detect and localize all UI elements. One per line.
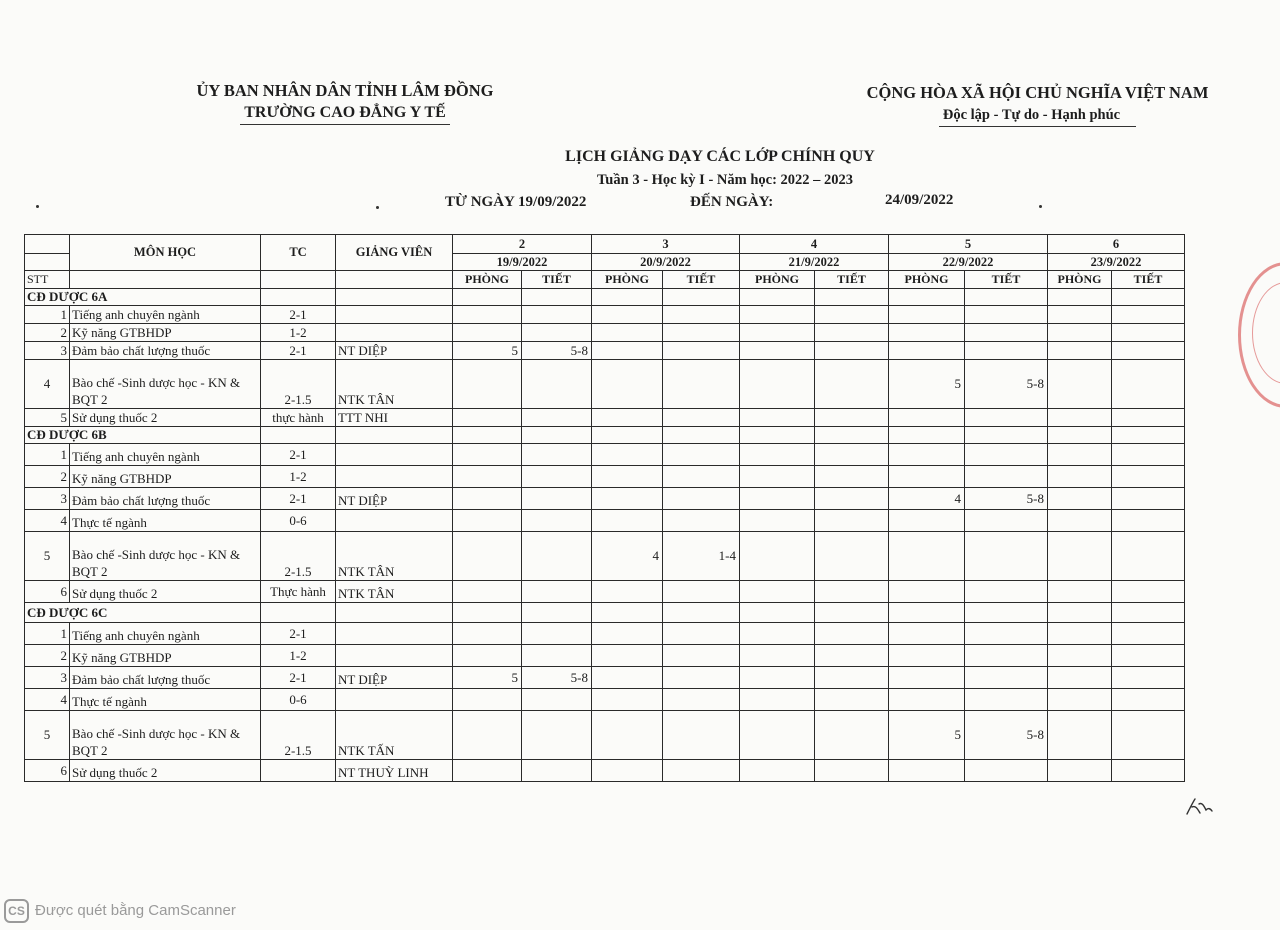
country-name: CỘNG HÒA XÃ HỘI CHỦ NGHĨA VIỆT NAM [866,83,1209,102]
course-name: Kỹ năng GTBHDP [70,645,261,667]
room-header: PHÒNG [740,271,815,289]
class-group-name: CĐ DƯỢC 6C [25,603,261,623]
class-group-row [25,603,1185,623]
national-motto-header [855,82,1220,127]
table-row: 6 Sử dụng thuốc 2 NT THUỲ LINH [25,760,1185,782]
room-value: 5 [453,667,522,689]
table-row: 1 Tiếng anh chuyên ngành 2-1 [25,306,1185,324]
table-row: 3 Đảm bảo chất lượng thuốc 2-1 NT DIỆP 5 5-8 [25,667,1185,689]
table-row: 3 Đảm bảo chất lượng thuốc 2-1 NT DIỆP 4 5-8 [25,488,1185,510]
lecturer-name: TTT NHI [336,409,453,427]
empty-header-cell [336,271,453,289]
day-number: 6 [1048,235,1185,254]
left-organization-header [150,80,540,125]
course-name: Sử dụng thuốc 2 [70,760,261,782]
room-header: PHÒNG [889,271,965,289]
stt-header: STT [25,271,70,289]
lecturer-name: NTK TẤN [336,711,453,760]
motto: Độc lập - Tự do - Hạnh phúc [939,104,1136,127]
period-header: TIẾT [1112,271,1185,289]
class-group-row [25,289,1185,306]
course-name: Kỹ năng GTBHDP [70,324,261,342]
table-row: 2 Kỹ năng GTBHDP 1-2 [25,466,1185,488]
empty-header-cell [70,271,261,289]
camscanner-watermark: Được quét bằng CamScanner [35,902,236,919]
room-value: 4 [592,532,663,581]
room-header: PHÒNG [592,271,663,289]
empty-header-cell [261,271,336,289]
to-date-label: ĐẾN NGÀY: [690,194,774,210]
class-group-row [25,427,1185,444]
day-date: 22/9/2022 [889,254,1048,271]
course-name: Sử dụng thuốc 2 [70,409,261,427]
school-name: TRƯỜNG CAO ĐẲNG Y TẾ [240,102,450,125]
table-row: 1 Tiếng anh chuyên ngành 2-1 [25,444,1185,466]
lecturer-name: NTK TÂN [336,581,453,603]
course-name: Bào chế -Sinh dược học - KN & BQT 2 [70,360,261,409]
table-row: 5 Sử dụng thuốc 2 thực hành TTT NHI [25,409,1185,427]
period-header: TIẾT [965,271,1048,289]
table-row: 4 Bào chế -Sinh dược học - KN & BQT 2 2-1.5 NTK TÂN 5 5-8 [25,360,1185,409]
credit-header: TC [261,235,336,271]
table-row: 4 Thực tế ngành 0-6 [25,689,1185,711]
period-value: 5-8 [965,488,1048,510]
lecturer-name: NTK TÂN [336,532,453,581]
day-number: 2 [453,235,592,254]
stt-header-top [25,235,70,254]
stt-header-mid [25,254,70,271]
lecturer-name: NT DIỆP [336,488,453,510]
day-date: 21/9/2022 [740,254,889,271]
course-name: Bào chế -Sinh dược học - KN & BQT 2 [70,532,261,581]
document-subtitle: Tuần 3 - Học kỳ I - Năm học: 2022 – 2023 [596,172,854,188]
period-value: 1-4 [663,532,740,581]
course-name: Đảm bảo chất lượng thuốc [70,488,261,510]
course-name: Tiếng anh chuyên ngành [70,306,261,324]
room-header: PHÒNG [1048,271,1112,289]
to-date: 24/09/2022 [885,192,954,208]
scan-speck [376,206,379,209]
course-name: Bào chế -Sinh dược học - KN & BQT 2 [70,711,261,760]
day-number: 5 [889,235,1048,254]
province-name: ỦY BAN NHÂN DÂN TỈNH LÂM ĐỒNG [196,81,494,100]
from-date: TỪ NGÀY 19/09/2022 [445,194,587,210]
table-row: 5 Bào chế -Sinh dược học - KN & BQT 2 2-1.5 NTK TẤN 5 5-8 [25,711,1185,760]
room-header: PHÒNG [453,271,522,289]
day-number: 3 [592,235,740,254]
scan-speck [1039,205,1042,208]
course-name: Sử dụng thuốc 2 [70,581,261,603]
class-group-name: CĐ DƯỢC 6A [25,289,261,306]
table-row: 6 Sử dụng thuốc 2 Thực hành NTK TÂN [25,581,1185,603]
period-header: TIẾT [663,271,740,289]
class-group-name: CĐ DƯỢC 6B [25,427,261,444]
camscanner-logo-icon: CS [4,899,29,923]
table-row: 3 Đảm bảo chất lượng thuốc 2-1 NT DIỆP 5 5-8 [25,342,1185,360]
course-name: Kỹ năng GTBHDP [70,466,261,488]
period-value: 5-8 [522,667,592,689]
course-header: MÔN HỌC [70,235,261,271]
table-row: 2 Kỹ năng GTBHDP 1-2 [25,324,1185,342]
schedule-table [24,234,1185,782]
period-header: TIẾT [522,271,592,289]
lecturer-header: GIẢNG VIÊN [336,235,453,271]
room-value: 5 [889,360,965,409]
table-row: 4 Thực tế ngành 0-6 [25,510,1185,532]
course-name: Tiếng anh chuyên ngành [70,623,261,645]
course-name: Đảm bảo chất lượng thuốc [70,342,261,360]
day-date: 23/9/2022 [1048,254,1185,271]
handwritten-initials-icon [1184,796,1214,818]
room-value: 5 [889,711,965,760]
course-name: Tiếng anh chuyên ngành [70,444,261,466]
table-row: 2 Kỹ năng GTBHDP 1-2 [25,645,1185,667]
room-value: 5 [453,342,522,360]
day-number: 4 [740,235,889,254]
lecturer-name: NT DIỆP [336,342,453,360]
day-date: 19/9/2022 [453,254,592,271]
lecturer-name: NTK TÂN [336,360,453,409]
lecturer-name: NT DIỆP [336,667,453,689]
period-value: 5-8 [522,342,592,360]
period-value: 5-8 [965,711,1048,760]
lecturer-name: NT THUỲ LINH [336,760,453,782]
course-name: Thực tế ngành [70,510,261,532]
document-title: LỊCH GIẢNG DẠY CÁC LỚP CHÍNH QUY [565,148,875,165]
room-value: 4 [889,488,965,510]
day-date: 20/9/2022 [592,254,740,271]
scan-speck [36,205,39,208]
course-name: Thực tế ngành [70,689,261,711]
table-row: 5 Bào chế -Sinh dược học - KN & BQT 2 2-1.5 NTK TÂN 4 1-4 [25,532,1185,581]
period-value: 5-8 [965,360,1048,409]
course-name: Đảm bảo chất lượng thuốc [70,667,261,689]
table-row: 1 Tiếng anh chuyên ngành 2-1 [25,623,1185,645]
period-header: TIẾT [815,271,889,289]
